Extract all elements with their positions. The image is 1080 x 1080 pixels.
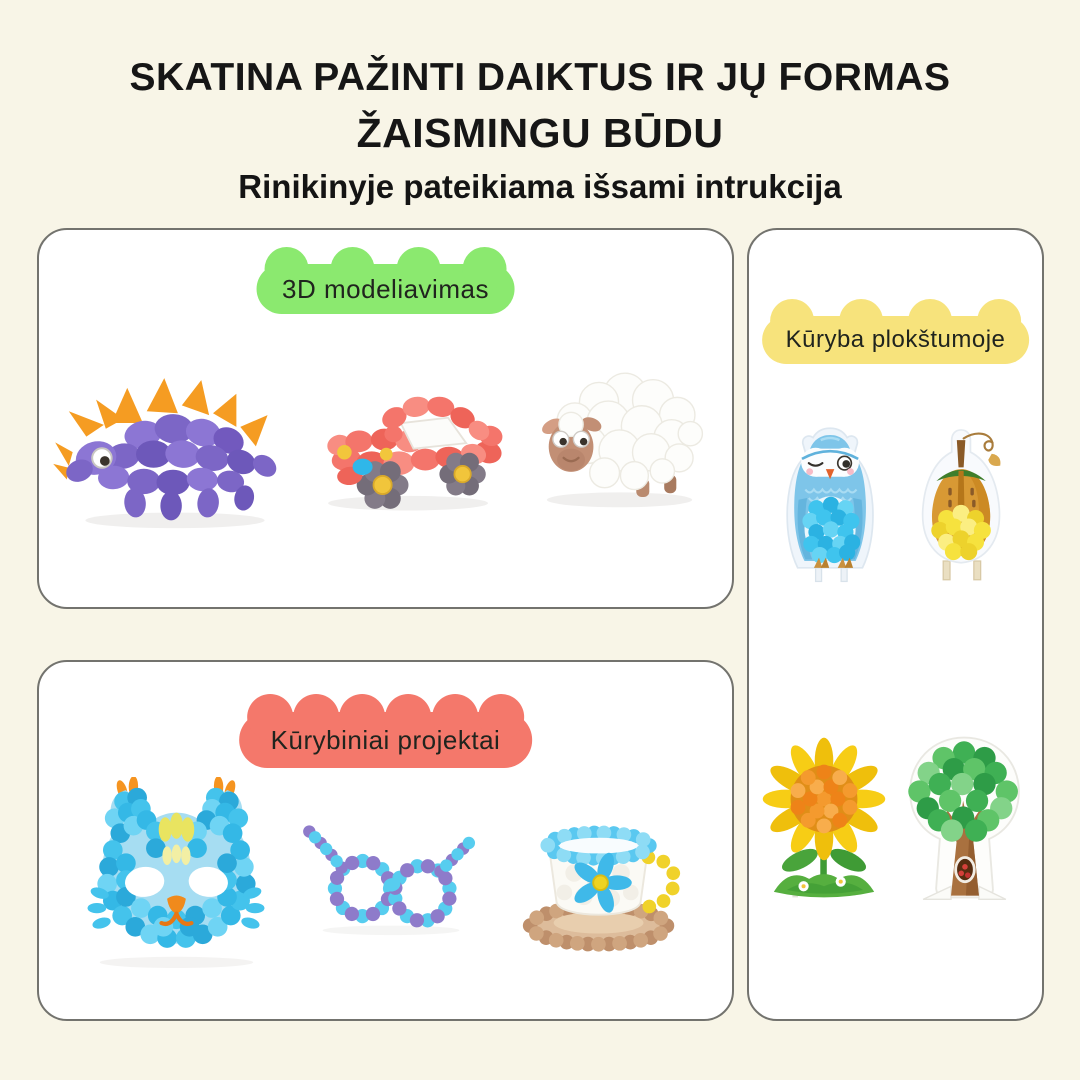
- modeling-figures: [39, 345, 732, 535]
- card-flat-creation: [747, 228, 1044, 1021]
- badge-flat-creation: [762, 316, 1030, 364]
- red-car-image: [306, 365, 511, 515]
- flat-figures-row-2: [749, 732, 1042, 904]
- title-line-1: SKATINA PAŽINTI DAIKTUS IR JŲ FORMAS: [129, 56, 951, 99]
- subtitle: Rinikinyje pateikiama išsami intrukcija: [238, 168, 842, 205]
- flat-figures-row-1: [749, 418, 1042, 584]
- white-sheep-image: [517, 348, 722, 511]
- bead-glasses-image: [296, 801, 486, 939]
- badge-label-flat-creation: Kūryba plokštumoje: [785, 326, 1006, 353]
- title-line-2: ŽAISMINGU BŪDU: [356, 110, 724, 156]
- projects-figures: [39, 777, 732, 969]
- purple-dinosaur-image: [50, 345, 300, 535]
- blue-owl-pompom-card-image: [773, 418, 888, 584]
- badge-label-creative-projects: Kūrybiniai projektai: [270, 724, 501, 755]
- badge-creative-projects: [239, 712, 533, 768]
- pumpkin-pompom-card-image: [904, 418, 1019, 584]
- blue-cat-mask-image: [66, 777, 286, 969]
- card-creative-projects: [37, 660, 734, 1021]
- card-3d-modeling: [37, 228, 734, 609]
- sunflower-pompom-card-image: [759, 732, 889, 904]
- tree-pompom-card-image: [897, 732, 1032, 904]
- badge-3d-modeling: [256, 264, 515, 314]
- badge-label-3d-modeling: 3D modeliavimas: [282, 273, 489, 304]
- pompom-teacup-image: [496, 783, 706, 959]
